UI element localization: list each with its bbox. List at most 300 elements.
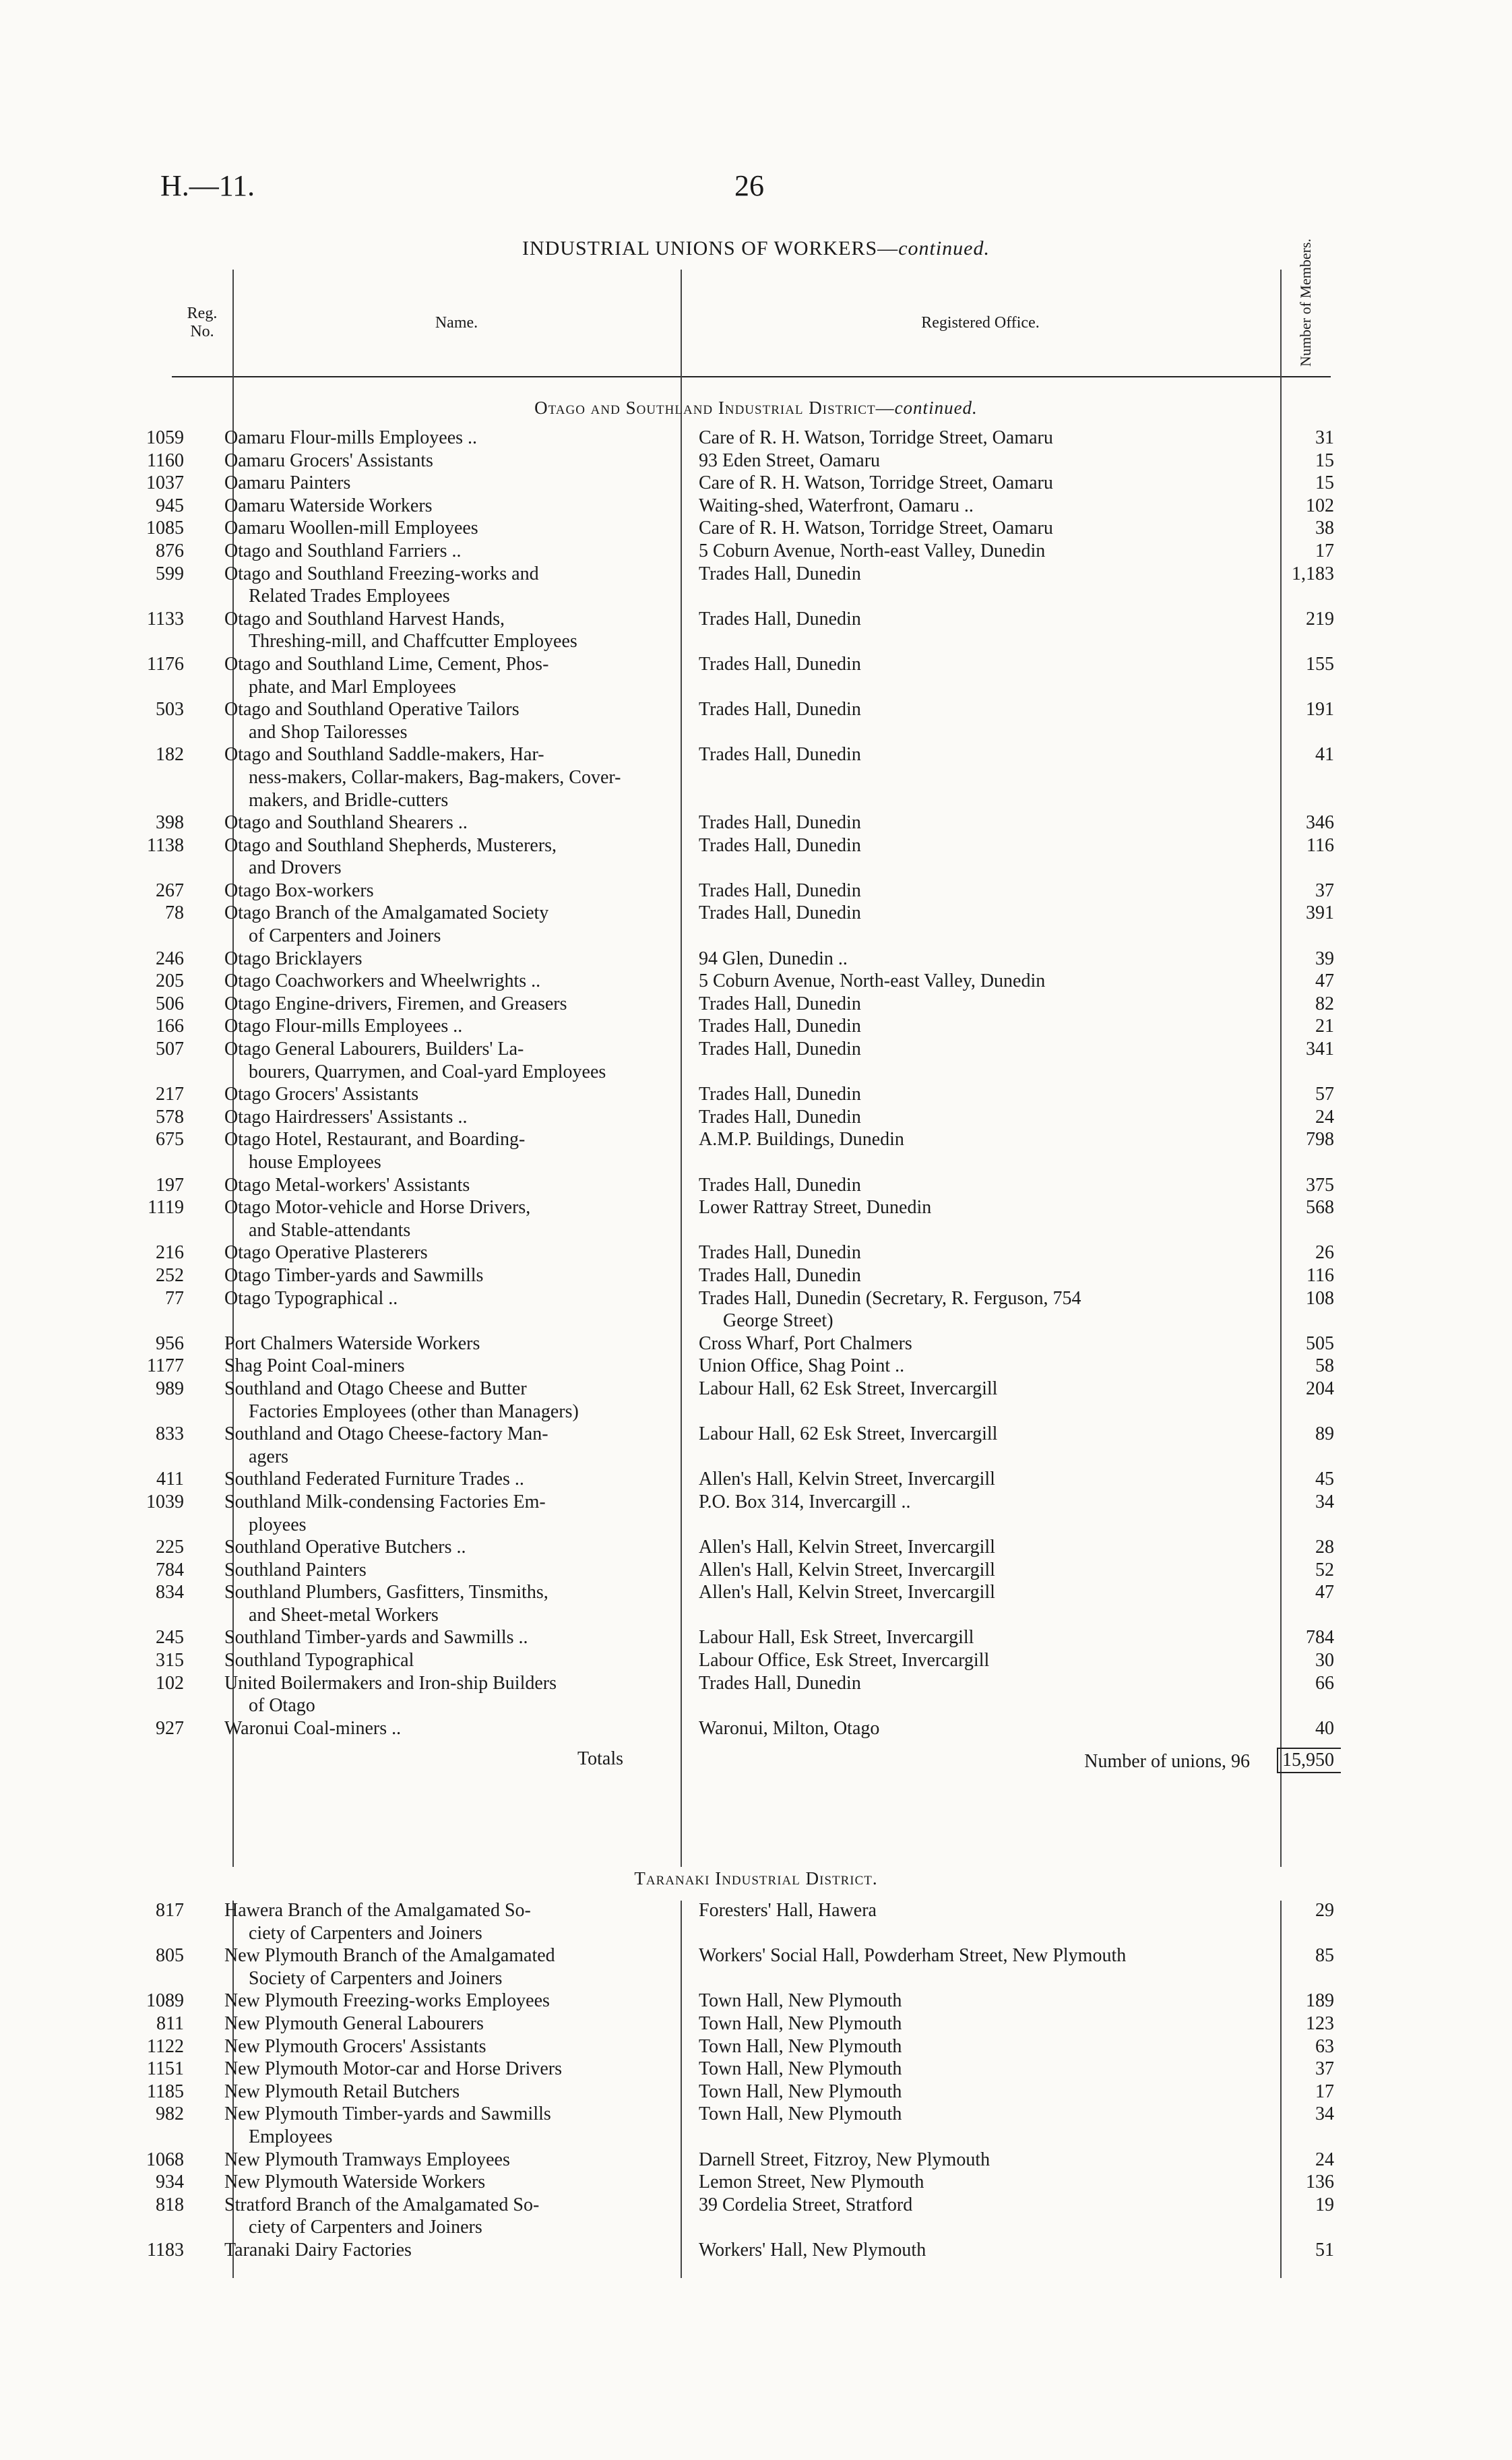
registered-office: Town Hall, New Plymouth	[699, 1990, 902, 2012]
registered-office-cell	[677, 1649, 1277, 1672]
member-count: 37	[1315, 880, 1334, 901]
table-row	[0, 811, 1512, 834]
table-row	[0, 427, 1512, 450]
reg-number: 246	[156, 948, 184, 969]
reg-number: 245	[156, 1627, 184, 1649]
taranaki-rows	[0, 1899, 1512, 2262]
member-count: 52	[1315, 1559, 1334, 1580]
reg-number: 805	[156, 1945, 184, 1967]
table-row	[0, 517, 1512, 540]
table-row	[0, 1332, 1512, 1355]
table-row	[0, 2035, 1512, 2058]
column-header-office	[681, 270, 1280, 377]
page-title	[0, 237, 1512, 260]
registered-office: 94 Glen, Dunedin ..	[699, 948, 848, 969]
reg-number: 818	[156, 2194, 184, 2215]
registered-office-cell	[677, 1899, 1277, 1944]
union-name-cell	[199, 1264, 677, 1287]
union-name-cell	[199, 880, 677, 902]
reg-number: 784	[156, 1559, 184, 1580]
table-row	[0, 1581, 1512, 1626]
table-row	[0, 653, 1512, 698]
registered-office-cell	[677, 1083, 1277, 1106]
union-name: Otago General Labourers, Builders' La-	[224, 1039, 524, 1060]
registered-office: Union Office, Shag Point ..	[699, 1355, 905, 1377]
registered-office: Workers' Hall, New Plymouth	[699, 2239, 926, 2261]
union-name-continued: and Drovers	[249, 857, 342, 879]
registered-office: Trades Hall, Dunedin	[699, 1672, 861, 1694]
totals-unions: Number of unions, 96	[1084, 1751, 1250, 1773]
reg-number: 876	[156, 540, 184, 561]
member-count: 28	[1315, 1537, 1334, 1558]
reg-number: 205	[156, 971, 184, 992]
union-name-cell	[199, 1332, 677, 1355]
registered-office-cell	[677, 811, 1277, 834]
union-name-cell	[199, 1899, 677, 1944]
registered-office: Allen's Hall, Kelvin Street, Invercargill	[699, 1559, 995, 1580]
union-name-cell	[199, 517, 677, 540]
union-name: Otago Typographical ..	[224, 1287, 398, 1309]
member-count: 29	[1315, 1900, 1334, 1921]
union-name: Otago Coachworkers and Wheelwrights ..	[224, 971, 541, 992]
section-title-otago-southland-suffix: continued.	[894, 398, 978, 418]
registered-office-cell	[677, 1672, 1277, 1717]
reg-number: 1133	[147, 608, 184, 629]
union-name: Otago and Southland Shepherds, Musterers,	[224, 834, 557, 856]
union-name-continued: Factories Employees (other than Managers)	[249, 1401, 579, 1422]
union-name: Otago and Southland Freezing-works and	[224, 563, 539, 584]
registered-office: Allen's Hall, Kelvin Street, Invercargill	[699, 1469, 995, 1490]
table-row	[0, 1196, 1512, 1241]
table-row	[0, 495, 1512, 518]
member-count: 15	[1315, 472, 1334, 494]
member-count: 34	[1315, 2103, 1334, 2125]
table-row	[0, 834, 1512, 880]
registered-office-cell	[677, 427, 1277, 450]
table-row	[0, 1944, 1512, 1990]
registered-office-cell	[677, 2194, 1277, 2239]
table-row	[0, 2171, 1512, 2194]
table-row	[0, 1287, 1512, 1332]
union-name-cell	[199, 1287, 677, 1332]
union-name: Southland Operative Butchers ..	[224, 1537, 466, 1558]
union-name-continued: phate, and Marl Employees	[249, 676, 456, 698]
union-name-continued: Employees	[249, 2126, 333, 2147]
union-name-cell	[199, 1423, 677, 1468]
table-row	[0, 743, 1512, 811]
member-count: 189	[1306, 1990, 1334, 2012]
union-name: New Plymouth Timber-yards and Sawmills	[224, 2103, 551, 2125]
table-row	[0, 540, 1512, 563]
reg-number: 927	[156, 1717, 184, 1739]
union-name: Otago Branch of the Amalgamated Society	[224, 902, 549, 924]
member-count: 66	[1315, 1672, 1334, 1694]
union-name-continued: and Stable-attendants	[249, 1219, 411, 1241]
reg-number: 166	[156, 1016, 184, 1037]
reg-number: 1089	[146, 1990, 184, 2012]
union-name: Southland Federated Furniture Trades ..	[224, 1469, 524, 1490]
union-name: Otago and Southland Lime, Cement, Phos-	[224, 653, 549, 675]
table-row	[0, 1378, 1512, 1423]
registered-office-continued: George Street)	[723, 1310, 833, 1332]
union-name: New Plymouth Retail Butchers	[224, 2081, 460, 2102]
reg-number: 675	[156, 1129, 184, 1150]
reg-number: 267	[156, 880, 184, 901]
union-name-cell	[199, 948, 677, 971]
member-count: 41	[1315, 744, 1334, 766]
union-name-cell	[199, 653, 677, 698]
registered-office: Trades Hall, Dunedin	[699, 1039, 861, 1060]
union-name: New Plymouth Motor-car and Horse Drivers	[224, 2058, 562, 2080]
registered-office-cell	[677, 2058, 1277, 2081]
union-name: Oamaru Woollen-mill Employees	[224, 518, 478, 539]
union-name: New Plymouth Waterside Workers	[224, 2172, 486, 2193]
page-title-main: INDUSTRIAL UNIONS OF WORKERS—	[522, 237, 899, 259]
reg-number: 506	[156, 993, 184, 1014]
reg-number: 1138	[147, 834, 184, 856]
registered-office-cell	[677, 1241, 1277, 1264]
reg-number: 578	[156, 1106, 184, 1128]
reg-number: 1160	[147, 450, 184, 471]
registered-office-cell	[677, 902, 1277, 947]
member-count: 85	[1315, 1945, 1334, 1967]
union-name: New Plymouth General Labourers	[224, 2012, 484, 2034]
column-header-members-label: Number of Members.	[1296, 238, 1314, 367]
union-name-continued: ciety of Carpenters and Joiners	[249, 2217, 482, 2238]
union-name-cell	[199, 540, 677, 563]
union-name-cell	[199, 2194, 677, 2239]
totals-label: Totals	[577, 1748, 623, 1770]
registered-office: Trades Hall, Dunedin	[699, 1016, 861, 1037]
member-count: 57	[1315, 1084, 1334, 1105]
column-header-reg	[172, 270, 232, 377]
union-name-cell	[199, 1378, 677, 1423]
member-count: 346	[1306, 812, 1334, 834]
member-count: 37	[1315, 2058, 1334, 2080]
registered-office-cell	[677, 2081, 1277, 2103]
registered-office-cell	[677, 698, 1277, 743]
reg-number: 1183	[147, 2239, 184, 2261]
registered-office-cell	[677, 2012, 1277, 2035]
union-name: Otago Timber-yards and Sawmills	[224, 1264, 484, 1286]
union-name: Otago and Southland Shearers ..	[224, 812, 468, 834]
member-count: 155	[1306, 653, 1334, 675]
registered-office-cell	[677, 1468, 1277, 1491]
registered-office: A.M.P. Buildings, Dunedin	[699, 1129, 904, 1150]
registered-office-cell	[677, 1581, 1277, 1626]
reg-number: 1151	[147, 2058, 184, 2080]
page-title-suffix: continued.	[898, 237, 990, 259]
union-name: Otago Motor-vehicle and Horse Drivers,	[224, 1197, 531, 1219]
table-row	[0, 1491, 1512, 1536]
table-row	[0, 1015, 1512, 1038]
union-name: Southland Painters	[224, 1559, 367, 1580]
registered-office: Cross Wharf, Port Chalmers	[699, 1332, 912, 1354]
registered-office-cell	[677, 743, 1277, 811]
registered-office-cell	[677, 834, 1277, 880]
member-count: 798	[1306, 1129, 1334, 1150]
union-name-cell	[199, 2149, 677, 2172]
registered-office: Care of R. H. Watson, Torridge Street, Oamaru	[699, 427, 1053, 448]
registered-office-cell	[677, 2239, 1277, 2262]
table-row	[0, 1649, 1512, 1672]
union-name-cell	[199, 811, 677, 834]
union-name-continued: and Sheet-metal Workers	[249, 1604, 439, 1626]
union-name: Southland Typographical	[224, 1650, 414, 1671]
union-name: Southland Timber-yards and Sawmills ..	[224, 1627, 528, 1649]
registered-office: Trades Hall, Dunedin	[699, 880, 861, 901]
reg-number: 182	[156, 744, 184, 766]
table-row	[0, 970, 1512, 993]
reg-number: 1177	[147, 1355, 184, 1377]
registered-office: Workers' Social Hall, Powderham Street, New Plymouth	[699, 1945, 1127, 1967]
union-name: Taranaki Dairy Factories	[224, 2239, 412, 2261]
registered-office: Labour Hall, Esk Street, Invercargill	[699, 1627, 974, 1649]
table-row	[0, 1536, 1512, 1559]
union-name-cell	[199, 1491, 677, 1536]
union-name: Oamaru Grocers' Assistants	[224, 450, 433, 471]
reg-number: 1059	[146, 427, 184, 448]
registered-office-cell	[677, 1332, 1277, 1355]
union-name-cell	[199, 2058, 677, 2081]
registered-office: Waronui, Milton, Otago	[699, 1717, 880, 1739]
registered-office-cell	[677, 1128, 1277, 1173]
union-name-continued: of Otago	[249, 1695, 315, 1717]
reg-number: 315	[156, 1650, 184, 1671]
registered-office: Trades Hall, Dunedin (Secretary, R. Ferguson, 754	[699, 1287, 1081, 1309]
reg-number: 817	[156, 1900, 184, 1921]
union-name-continued: ciety of Carpenters and Joiners	[249, 1922, 482, 1944]
union-name-cell	[199, 1038, 677, 1083]
registered-office: 5 Coburn Avenue, North-east Valley, Dunedin	[699, 971, 1046, 992]
reg-number: 599	[156, 563, 184, 584]
member-count: 47	[1315, 1582, 1334, 1603]
union-name-cell	[199, 902, 677, 947]
totals-row	[0, 1748, 1512, 1773]
registered-office: Waiting-shed, Waterfront, Oamaru ..	[699, 495, 974, 516]
registered-office-cell	[677, 880, 1277, 902]
union-name: Otago Metal-workers' Assistants	[224, 1174, 470, 1196]
page-header	[0, 168, 1512, 216]
table-row	[0, 1559, 1512, 1582]
union-name: Otago Bricklayers	[224, 948, 363, 969]
member-count: 1,183	[1292, 563, 1334, 584]
table-row	[0, 698, 1512, 743]
registered-office: Foresters' Hall, Hawera	[699, 1900, 877, 1921]
member-count: 102	[1306, 495, 1334, 516]
union-name: Otago Operative Plasterers	[224, 1242, 428, 1264]
registered-office: Labour Hall, 62 Esk Street, Invercargill	[699, 1378, 998, 1399]
registered-office: Care of R. H. Watson, Torridge Street, Oamaru	[699, 472, 1053, 494]
union-name-continued: ployees	[249, 1514, 307, 1535]
registered-office: Lemon Street, New Plymouth	[699, 2172, 924, 2193]
member-count: 505	[1306, 1332, 1334, 1354]
table-row	[0, 1672, 1512, 1717]
union-name-cell	[199, 1241, 677, 1264]
member-count: 63	[1315, 2035, 1334, 2057]
union-name: New Plymouth Branch of the Amalgamated	[224, 1945, 555, 1967]
union-name-cell	[199, 1083, 677, 1106]
reg-number: 503	[156, 699, 184, 720]
member-count: 34	[1315, 1491, 1334, 1512]
reg-number: 1185	[147, 2081, 184, 2102]
union-name: Oamaru Flour-mills Employees ..	[224, 427, 478, 448]
union-name-cell	[199, 427, 677, 450]
table-row	[0, 1106, 1512, 1129]
totals-spacer	[0, 1748, 199, 1773]
section-title-taranaki-text: Taranaki Industrial District.	[634, 1868, 878, 1888]
reg-number: 811	[156, 2012, 184, 2034]
table-row	[0, 1626, 1512, 1649]
reg-number: 216	[156, 1242, 184, 1264]
table-row	[0, 2149, 1512, 2172]
table-row	[0, 1038, 1512, 1083]
table-row	[0, 1355, 1512, 1378]
registered-office: Lower Rattray Street, Dunedin	[699, 1197, 932, 1219]
registered-office: Trades Hall, Dunedin	[699, 744, 861, 766]
otago-southland-rows	[0, 427, 1512, 1773]
union-name: Otago Grocers' Assistants	[224, 1084, 419, 1105]
union-name-cell	[199, 1649, 677, 1672]
table-row	[0, 2012, 1512, 2035]
registered-office: Trades Hall, Dunedin	[699, 1106, 861, 1128]
registered-office: Trades Hall, Dunedin	[699, 993, 861, 1014]
registered-office-cell	[677, 540, 1277, 563]
registered-office: Trades Hall, Dunedin	[699, 1084, 861, 1105]
union-name: Otago Flour-mills Employees ..	[224, 1016, 463, 1037]
reg-number: 507	[156, 1039, 184, 1060]
registered-office-cell	[677, 2103, 1277, 2148]
member-count: 24	[1315, 1106, 1334, 1128]
member-count: 45	[1315, 1469, 1334, 1490]
member-count: 219	[1306, 608, 1334, 629]
table-row	[0, 948, 1512, 971]
member-count: 204	[1306, 1378, 1334, 1399]
union-name: Hawera Branch of the Amalgamated So-	[224, 1900, 531, 1921]
member-count: 31	[1315, 427, 1334, 448]
member-count: 89	[1315, 1423, 1334, 1445]
column-header-reg-label: Reg. No.	[187, 305, 218, 340]
table-row	[0, 1899, 1512, 1944]
member-count: 784	[1306, 1627, 1334, 1649]
section-title-otago-southland-text: Otago and Southland Industrial District—	[534, 398, 895, 418]
registered-office: Town Hall, New Plymouth	[699, 2012, 902, 2034]
member-count: 116	[1306, 1264, 1334, 1286]
reg-number: 225	[156, 1537, 184, 1558]
table-row	[0, 2103, 1512, 2148]
table-row	[0, 1990, 1512, 2012]
table-row	[0, 1423, 1512, 1468]
table-row	[0, 1174, 1512, 1197]
union-name: Otago and Southland Farriers ..	[224, 540, 462, 561]
table-row	[0, 993, 1512, 1016]
table-row	[0, 1468, 1512, 1491]
union-name-continued: Threshing-mill, and Chaffcutter Employees	[249, 631, 577, 652]
reg-number: 1068	[146, 2149, 184, 2170]
registered-office-cell	[677, 1491, 1277, 1536]
reg-number: 78	[165, 902, 184, 924]
reg-number: 934	[156, 2172, 184, 2193]
union-name-cell	[199, 993, 677, 1016]
union-name-cell	[199, 1355, 677, 1378]
table-row	[0, 450, 1512, 472]
union-name-cell	[199, 1174, 677, 1197]
registered-office-cell	[677, 1106, 1277, 1129]
registered-office-cell	[677, 1196, 1277, 1241]
union-name-cell	[199, 2103, 677, 2148]
member-count: 39	[1315, 948, 1334, 969]
column-header-name	[232, 270, 681, 377]
union-name: Otago Hotel, Restaurant, and Boarding-	[224, 1129, 526, 1150]
reg-number: 982	[156, 2103, 184, 2125]
union-name-cell	[199, 1468, 677, 1491]
member-count: 191	[1306, 699, 1334, 720]
table-row	[0, 2058, 1512, 2081]
registered-office-cell	[677, 472, 1277, 495]
union-name-cell	[199, 698, 677, 743]
table-row	[0, 2239, 1512, 2262]
table-row	[0, 1128, 1512, 1173]
registered-office: Allen's Hall, Kelvin Street, Invercargill	[699, 1537, 995, 1558]
registered-office-cell	[677, 948, 1277, 971]
member-count: 15	[1315, 450, 1334, 471]
registered-office-cell	[677, 2035, 1277, 2058]
union-name-cell	[199, 1196, 677, 1241]
union-name: Waronui Coal-miners ..	[224, 1717, 402, 1739]
reg-number: 217	[156, 1084, 184, 1105]
union-name: New Plymouth Grocers' Assistants	[224, 2035, 486, 2057]
union-name-cell	[199, 1672, 677, 1717]
registered-office: 39 Cordelia Street, Stratford	[699, 2194, 913, 2215]
section-title-otago-southland	[0, 398, 1512, 419]
union-name-cell	[199, 1106, 677, 1129]
registered-office: Trades Hall, Dunedin	[699, 608, 861, 629]
union-name-cell	[199, 1559, 677, 1582]
table-row	[0, 1264, 1512, 1287]
union-name-cell	[199, 472, 677, 495]
union-name: Otago and Southland Harvest Hands,	[224, 608, 505, 629]
registered-office-cell	[677, 653, 1277, 698]
union-name: Port Chalmers Waterside Workers	[224, 1332, 480, 1354]
member-count: 17	[1315, 540, 1334, 561]
member-count: 38	[1315, 518, 1334, 539]
reg-number: 77	[165, 1287, 184, 1309]
union-name: Southland and Otago Cheese and Butter	[224, 1378, 527, 1399]
registered-office-cell	[677, 2149, 1277, 2172]
member-count: 82	[1315, 993, 1334, 1014]
reg-number: 252	[156, 1264, 184, 1286]
member-count: 123	[1306, 2012, 1334, 2034]
reg-number: 834	[156, 1582, 184, 1603]
union-name-cell	[199, 1015, 677, 1038]
reg-number: 1119	[148, 1197, 184, 1219]
registered-office: Trades Hall, Dunedin	[699, 902, 861, 924]
registered-office: Trades Hall, Dunedin	[699, 1174, 861, 1196]
union-name-cell	[199, 563, 677, 608]
column-header-name-label: Name.	[435, 313, 478, 332]
registered-office: Trades Hall, Dunedin	[699, 834, 861, 856]
registered-office-cell	[677, 1559, 1277, 1582]
union-name-cell	[199, 743, 677, 811]
union-name-cell	[199, 608, 677, 653]
registered-office-cell	[677, 608, 1277, 653]
registered-office-cell	[677, 1536, 1277, 1559]
document-reference: H.—11.	[160, 169, 255, 202]
union-name: Otago Engine-drivers, Firemen, and Greasers	[224, 993, 567, 1014]
column-header-office-label: Registered Office.	[921, 313, 1040, 332]
union-name-continued: and Shop Tailoresses	[249, 721, 408, 743]
registered-office-cell	[677, 1264, 1277, 1287]
